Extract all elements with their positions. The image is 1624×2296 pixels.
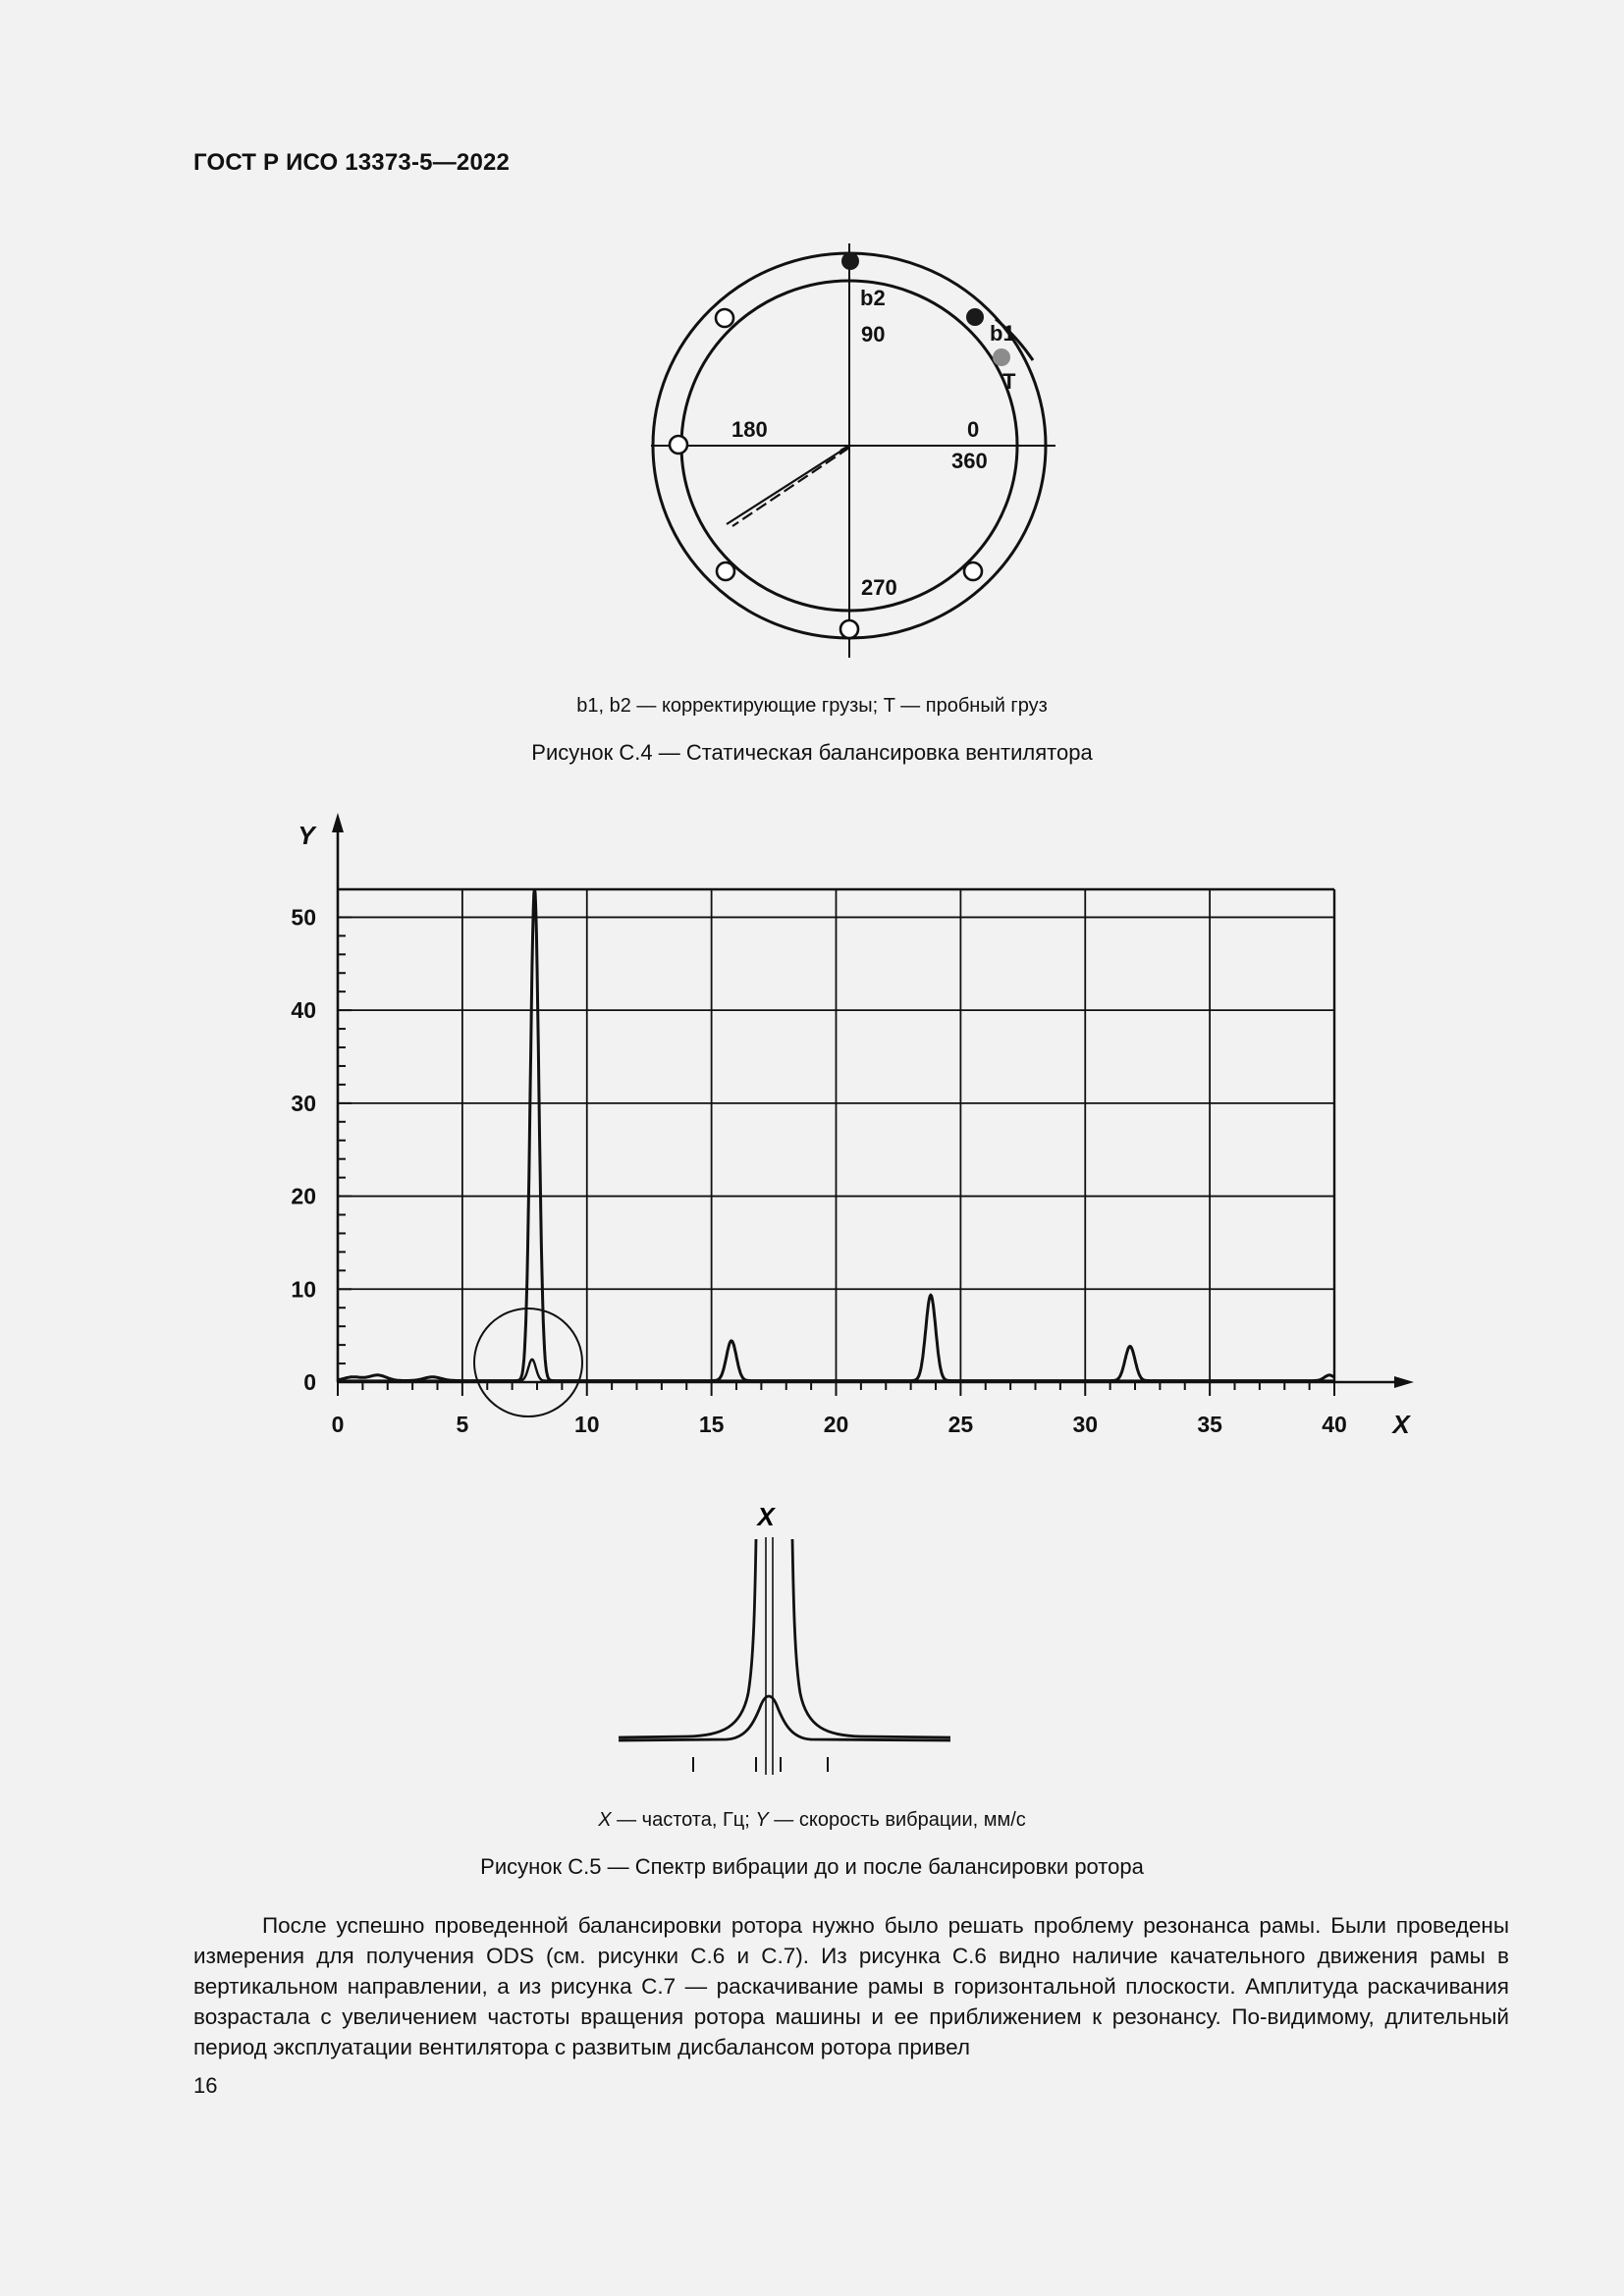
y-tick-label: 10 — [291, 1276, 316, 1303]
x-tick-label: 10 — [573, 1412, 600, 1437]
legend-x-desc: — частота, Гц; — [611, 1809, 756, 1831]
y-tick-label: 50 — [291, 904, 316, 931]
legend-x-symbol: X — [598, 1809, 612, 1831]
figure-legend: b1, b2 — корректирующие грузы; T — пробный груз — [576, 695, 1048, 717]
document-header: ГОСТ Р ИСО 13373-5—2022 — [193, 149, 511, 176]
y-tick-label: 40 — [291, 997, 316, 1024]
zoom-annotation-circle — [474, 1308, 582, 1416]
x-tick-label: 30 — [1072, 1412, 1099, 1437]
x-axis-label: X — [1392, 1410, 1410, 1439]
page-number: 16 — [193, 2073, 218, 2098]
y-tick-label: 30 — [291, 1090, 316, 1116]
label-270: 270 — [861, 575, 897, 600]
x-tick-label: 5 — [456, 1412, 469, 1437]
balance-hole-bottom-right — [964, 562, 982, 580]
paragraph-text: После успешно проведенной балансировки ротора нужно было решать проблему резонанса рамы. Были проведены измерения для получения ODS (см. рисунки С.6 и С.7). Из рисунка С.6 видно наличие качательного движения рамы в вертикальном направлении, а из рисунка С.7 — раскачивание рамы в горизонтальной плоскости. Амплитуда раскачивания возрастала с увеличением частоты вращения ротора машины и ее приближением к резонансу. По-видимому, длительный период эксплуатации вентилятора с развитым дисбалансом ротора привел — [193, 1913, 1509, 2059]
x-tick-label: 25 — [947, 1412, 974, 1437]
label-b2: b2 — [860, 286, 886, 310]
balance-hole-left — [670, 436, 687, 454]
legend-y-symbol: Y — [755, 1809, 769, 1831]
y-tick-label: 20 — [291, 1183, 316, 1209]
static-balancing-diagram — [589, 226, 1100, 677]
spectrum-zoom-inset — [609, 1497, 962, 1791]
x-axis-arrow — [1394, 1376, 1414, 1388]
label-b1: b1 — [990, 321, 1015, 346]
x-tick-label: 0 — [331, 1412, 345, 1437]
x-tick-label: 20 — [823, 1412, 849, 1437]
x-tick-label: 15 — [698, 1412, 725, 1437]
y-tick-label: 0 — [303, 1369, 316, 1395]
inset-x-label: X — [757, 1502, 775, 1531]
balance-hole-top-left — [716, 309, 733, 327]
figure-legend — [0, 1809, 1624, 1832]
correction-weight-b2 — [841, 252, 859, 270]
angle-indicator — [727, 446, 849, 526]
label-90: 90 — [861, 322, 886, 347]
vibration-spectrum-chart — [275, 805, 1434, 1453]
balance-hole-bottom — [840, 620, 858, 638]
inset-after-curve — [619, 1696, 950, 1740]
x-tick-label: 40 — [1322, 1412, 1347, 1437]
correction-weight-b1 — [966, 308, 984, 326]
label-360: 360 — [951, 449, 988, 473]
x-tick-label: 35 — [1197, 1412, 1222, 1437]
inset-before-curve — [619, 1539, 950, 1737]
y-axis-arrow — [332, 813, 344, 832]
trial-weight-t — [993, 348, 1010, 366]
body-paragraph — [193, 1910, 1509, 2062]
label-0: 0 — [967, 417, 980, 442]
y-axis-label: Y — [298, 821, 315, 850]
label-180: 180 — [731, 417, 768, 442]
figure-caption: Рисунок С.4 — Статическая балансировка вентилятора — [531, 740, 1093, 765]
balance-hole-bottom-left — [717, 562, 734, 580]
legend-y-desc: — скорость вибрации, мм/с — [768, 1809, 1026, 1831]
label-t: T — [1002, 369, 1016, 394]
figure-caption: Рисунок С.5 — Спектр вибрации до и после балансировки ротора — [480, 1854, 1144, 1879]
